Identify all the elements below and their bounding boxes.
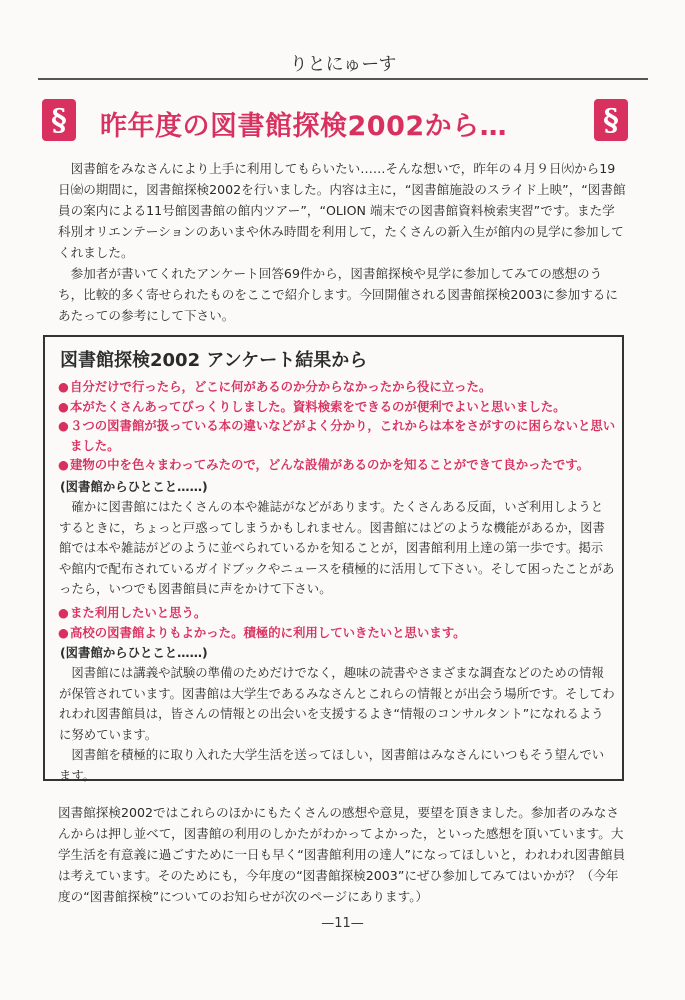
intro-text bbox=[58, 158, 626, 326]
survey-comments-list bbox=[58, 377, 618, 475]
survey-comment: ●また利用したいと思う。 bbox=[58, 603, 618, 623]
library-reply-label: (図書館からひとこと……) bbox=[60, 645, 208, 660]
bullet-icon: ● bbox=[58, 418, 69, 433]
newsletter-title: りとにゅーす bbox=[289, 54, 397, 75]
bullet-icon: ● bbox=[58, 624, 69, 640]
intro-paragraph: 図書館をみなさんにより上手に利用してもらいたい……そんな想いで，昨年の４月９日㈫から19日㈮の期間に，図書館探検2002を行いました。内容は主に，“図書館施設のスライド上映”，“図書館員の案内による11号館図書館の館内ツアー”，“OLION 端末での図書館資料検索実習”です。また学科別オリエンテーションのあいまや休み時間を利用して，たくさんの新入生が館内の見学に参加してくれました。 bbox=[58, 161, 626, 260]
section-mark-icon: § bbox=[594, 99, 628, 141]
survey-title: 図書館探検2002 アンケート結果から bbox=[60, 350, 368, 371]
survey-comment: ●高校の図書館よりもよかった。積極的に利用していきたいと思います。 bbox=[58, 623, 618, 643]
survey-comment: ●建物の中を色々まわってみたので，どんな設備があるのかを知ることができて良かったです。 bbox=[58, 455, 618, 475]
article-headline: 昨年度の図書館探検2002から… bbox=[100, 111, 508, 142]
header-rule bbox=[38, 78, 648, 80]
library-reply-text bbox=[59, 663, 615, 786]
survey-comment: ●本がたくさんあってびっくりしました。資料検索をできるのが便利でよいと思いました。 bbox=[58, 397, 618, 417]
newsletter-header bbox=[38, 40, 648, 80]
reply-paragraph: 確かに図書館にはたくさんの本や雑誌がなどがあります。たくさんある反面，いざ利用しようとするときに，ちょっと戸惑ってしまうかもしれません。図書館にはどのような機能があるか，図書館では本や雑誌がどのように並べられているかを知ることが，図書館利用上達の第一歩です。掲示や館内で配布されているガイドブックやニュースを積極的に活用して下さい。そして困ったことがあったら，いつでも図書館員に声をかけて下さい。 bbox=[59, 499, 615, 596]
closing-paragraph: 図書館探検2002ではこれらのほかにもたくさんの感想や意見，要望を頂きました。参加者のみなさんからは押し並べて，図書館の利用のしかたがわかってよかった，といった感想を頂いています。大学生活を有意義に過ごすために一日も早く“図書館利用の達人”になってほしいと，われわれ図書館員は考えています。そのためにも，今年度の“図書館探検2003”にぜひ参加してみてはいかが？（今年度の“図書館探検”についてのお知らせが次のページにあります。） bbox=[58, 805, 626, 904]
section-mark-icon: § bbox=[42, 99, 76, 141]
reply-paragraph: 図書館を積極的に取り入れた大学生活を送ってほしい，図書館はみなさんにいつもそう望んでいます。 bbox=[59, 747, 605, 783]
reply-paragraph: 図書館には講義や試験の準備のためだけでなく，趣味の読書やさまざまな調査などのための情報が保管されています。図書館は大学生であるみなさんとこれらの情報とが出会う場所です。そしてわれわれ図書館員は，皆さんの情報との出会いを支援するよき“情報のコンサルタント”になれるように努めています。 bbox=[59, 665, 615, 742]
library-reply-label: (図書館からひとこと……) bbox=[60, 479, 208, 494]
intro-paragraph: 参加者が書いてくれたアンケート回答69件から，図書館探検や見学に参加してみての感想のうち，比較的多く寄せられたものをここで紹介します。今回開催される図書館探検2003に参加するにあたっての参考にして下さい。 bbox=[58, 266, 618, 323]
bullet-icon: ● bbox=[58, 457, 69, 472]
survey-comment: ●自分だけで行ったら，どこに何があるのか分からなかったから役に立った。 bbox=[58, 377, 618, 397]
page-number: —11— bbox=[321, 916, 364, 931]
bullet-icon: ● bbox=[58, 398, 69, 414]
survey-results-box bbox=[43, 335, 624, 781]
bullet-icon: ● bbox=[58, 605, 69, 620]
survey-comment: ●３つの図書館が扱っている本の違いなどがよく分かり，これからは本をさがすのに困らないと思いました。 bbox=[58, 418, 616, 453]
survey-comments-list bbox=[58, 603, 618, 642]
bullet-icon: ● bbox=[58, 379, 69, 394]
library-reply-text bbox=[59, 497, 615, 600]
